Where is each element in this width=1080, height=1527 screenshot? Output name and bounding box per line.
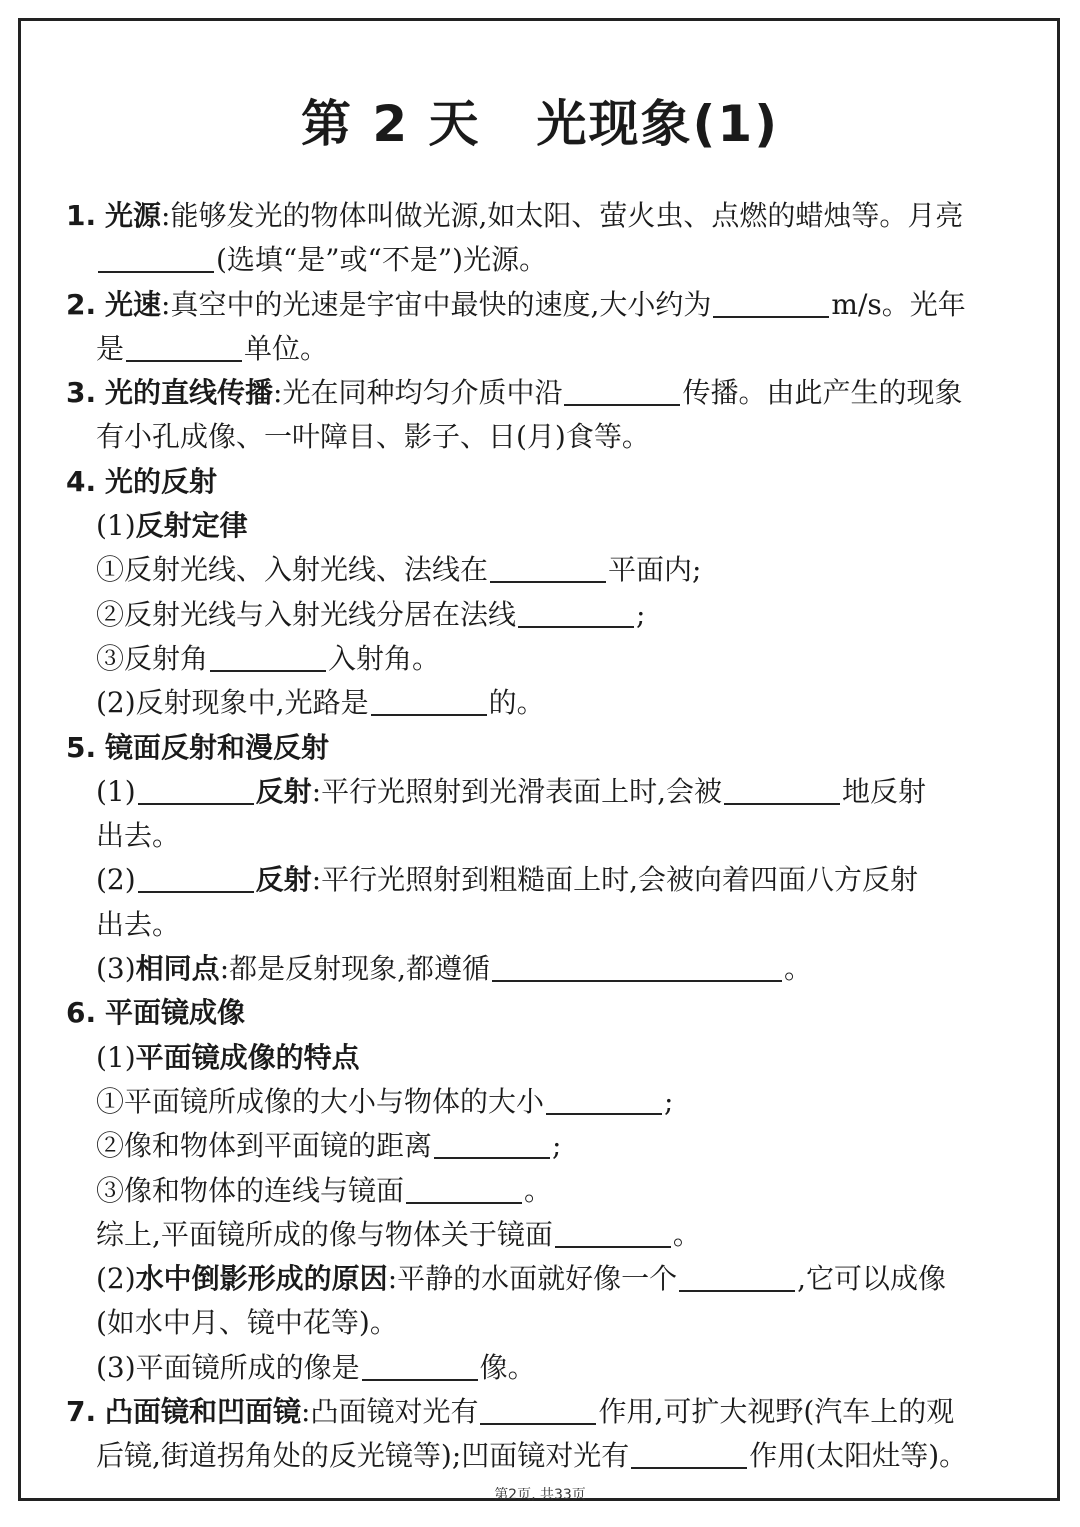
item-7-line-2: 后镜,街道拐角处的反光镜等);凹面镜对光有 作用(太阳灶等)。 — [96, 1439, 968, 1473]
blank-field[interactable] — [518, 598, 634, 628]
item-5-heading: 5. 镜面反射和漫反射 — [66, 730, 330, 764]
title-day: 第 2 天 — [300, 95, 481, 153]
item-3-line-2: 有小孔成像、一叶障目、影子、日(月)食等。 — [96, 420, 650, 454]
item-4-sub-2: (2)反射现象中,光路是 的。 — [96, 686, 545, 720]
blank-field[interactable] — [98, 243, 214, 273]
item-6-feature-1: ①平面镜所成像的大小与物体的大小 ; — [96, 1084, 674, 1118]
blank-field[interactable] — [713, 288, 829, 318]
blank-field[interactable] — [126, 332, 242, 362]
item-5-part-2-cont: 出去。 — [96, 907, 181, 941]
blank-field[interactable] — [434, 1129, 550, 1159]
item-1-line-2: (选填“是”或“不是”)光源。 — [66, 238, 1010, 282]
blank-field[interactable] — [138, 863, 254, 893]
item-6-sub-2: (2)水中倒影形成的原因:平静的水面就好像一个 ,它可以成像 — [96, 1262, 947, 1296]
item-6-feature-3: ③像和物体的连线与镜面 。 — [96, 1173, 553, 1207]
blank-field[interactable] — [679, 1262, 795, 1292]
blank-field[interactable] — [492, 952, 782, 982]
blank-field[interactable] — [555, 1218, 671, 1248]
blank-field[interactable] — [371, 686, 487, 716]
item-7-line-1: 7. 凸面镜和凹面镜:凸面镜对光有 作用,可扩大视野(汽车上的观 — [66, 1395, 955, 1429]
blank-field[interactable] — [138, 775, 254, 805]
item-4-sub-1: (1)反射定律 — [96, 509, 248, 543]
item-1-term: 光源 — [105, 199, 162, 232]
page-footer: 第2页, 共33页 — [494, 1487, 586, 1503]
blank-field[interactable] — [724, 775, 840, 805]
item-1-line-1: 1. 光源:能够发光的物体叫做光源,如太阳、萤火虫、点燃的蜡烛等。月亮 — [66, 199, 964, 232]
item-4-heading: 4. 光的反射 — [66, 464, 218, 498]
item-6-sub-3: (3)平面镜所成的像是 像。 — [96, 1350, 536, 1384]
blank-field[interactable] — [546, 1085, 662, 1115]
page-title — [0, 84, 1080, 156]
item-6-summary: 综上,平面镜所成的像与物体关于镜面 。 — [96, 1217, 701, 1251]
item-6-sub-2-cont: (如水中月、镜中花等)。 — [96, 1306, 398, 1340]
item-4-rule-2: ②反射光线与入射光线分居在法线 ; — [96, 597, 646, 631]
blank-field[interactable] — [490, 553, 606, 583]
item-4-rule-1: ①反射光线、入射光线、法线在 平面内; — [96, 553, 702, 587]
item-5-part-1: (1) 反射:平行光照射到光滑表面上时,会被 地反射 — [96, 774, 927, 808]
item-6-heading: 6. 平面镜成像 — [66, 996, 246, 1030]
item-2-line-1: 2. 光速:真空中的光速是宇宙中最快的速度,大小约为 m/s。光年 — [66, 287, 966, 321]
blank-field[interactable] — [406, 1174, 522, 1204]
item-7-term: 凸面镜和凹面镜 — [105, 1395, 302, 1429]
item-5-part-2: (2) 反射:平行光照射到粗糙面上时,会被向着四面八方反射 — [96, 863, 919, 897]
blank-field[interactable] — [210, 642, 326, 672]
item-5-part-3: (3)相同点:都是反射现象,都遵循 。 — [96, 952, 813, 986]
blank-field[interactable] — [362, 1351, 478, 1381]
item-2-line-2: 是 单位。 — [96, 331, 329, 365]
worksheet-content — [66, 194, 1010, 1479]
item-3-term: 光的直线传播 — [105, 376, 274, 410]
item-3-line-1: 3. 光的直线传播:光在同种均匀介质中沿 传播。由此产生的现象 — [66, 376, 963, 410]
blank-field[interactable] — [480, 1395, 596, 1425]
blank-field[interactable] — [564, 376, 680, 406]
item-5-part-1-cont: 出去。 — [96, 819, 181, 853]
item-6-feature-2: ②像和物体到平面镜的距离 ; — [96, 1129, 562, 1163]
title-topic: 光现象(1) — [536, 95, 780, 153]
item-2-term: 光速 — [105, 287, 162, 321]
item-4-rule-3: ③反射角 入射角。 — [96, 641, 441, 675]
item-6-sub-1: (1)平面镜成像的特点 — [96, 1040, 360, 1074]
blank-field[interactable] — [631, 1439, 747, 1469]
